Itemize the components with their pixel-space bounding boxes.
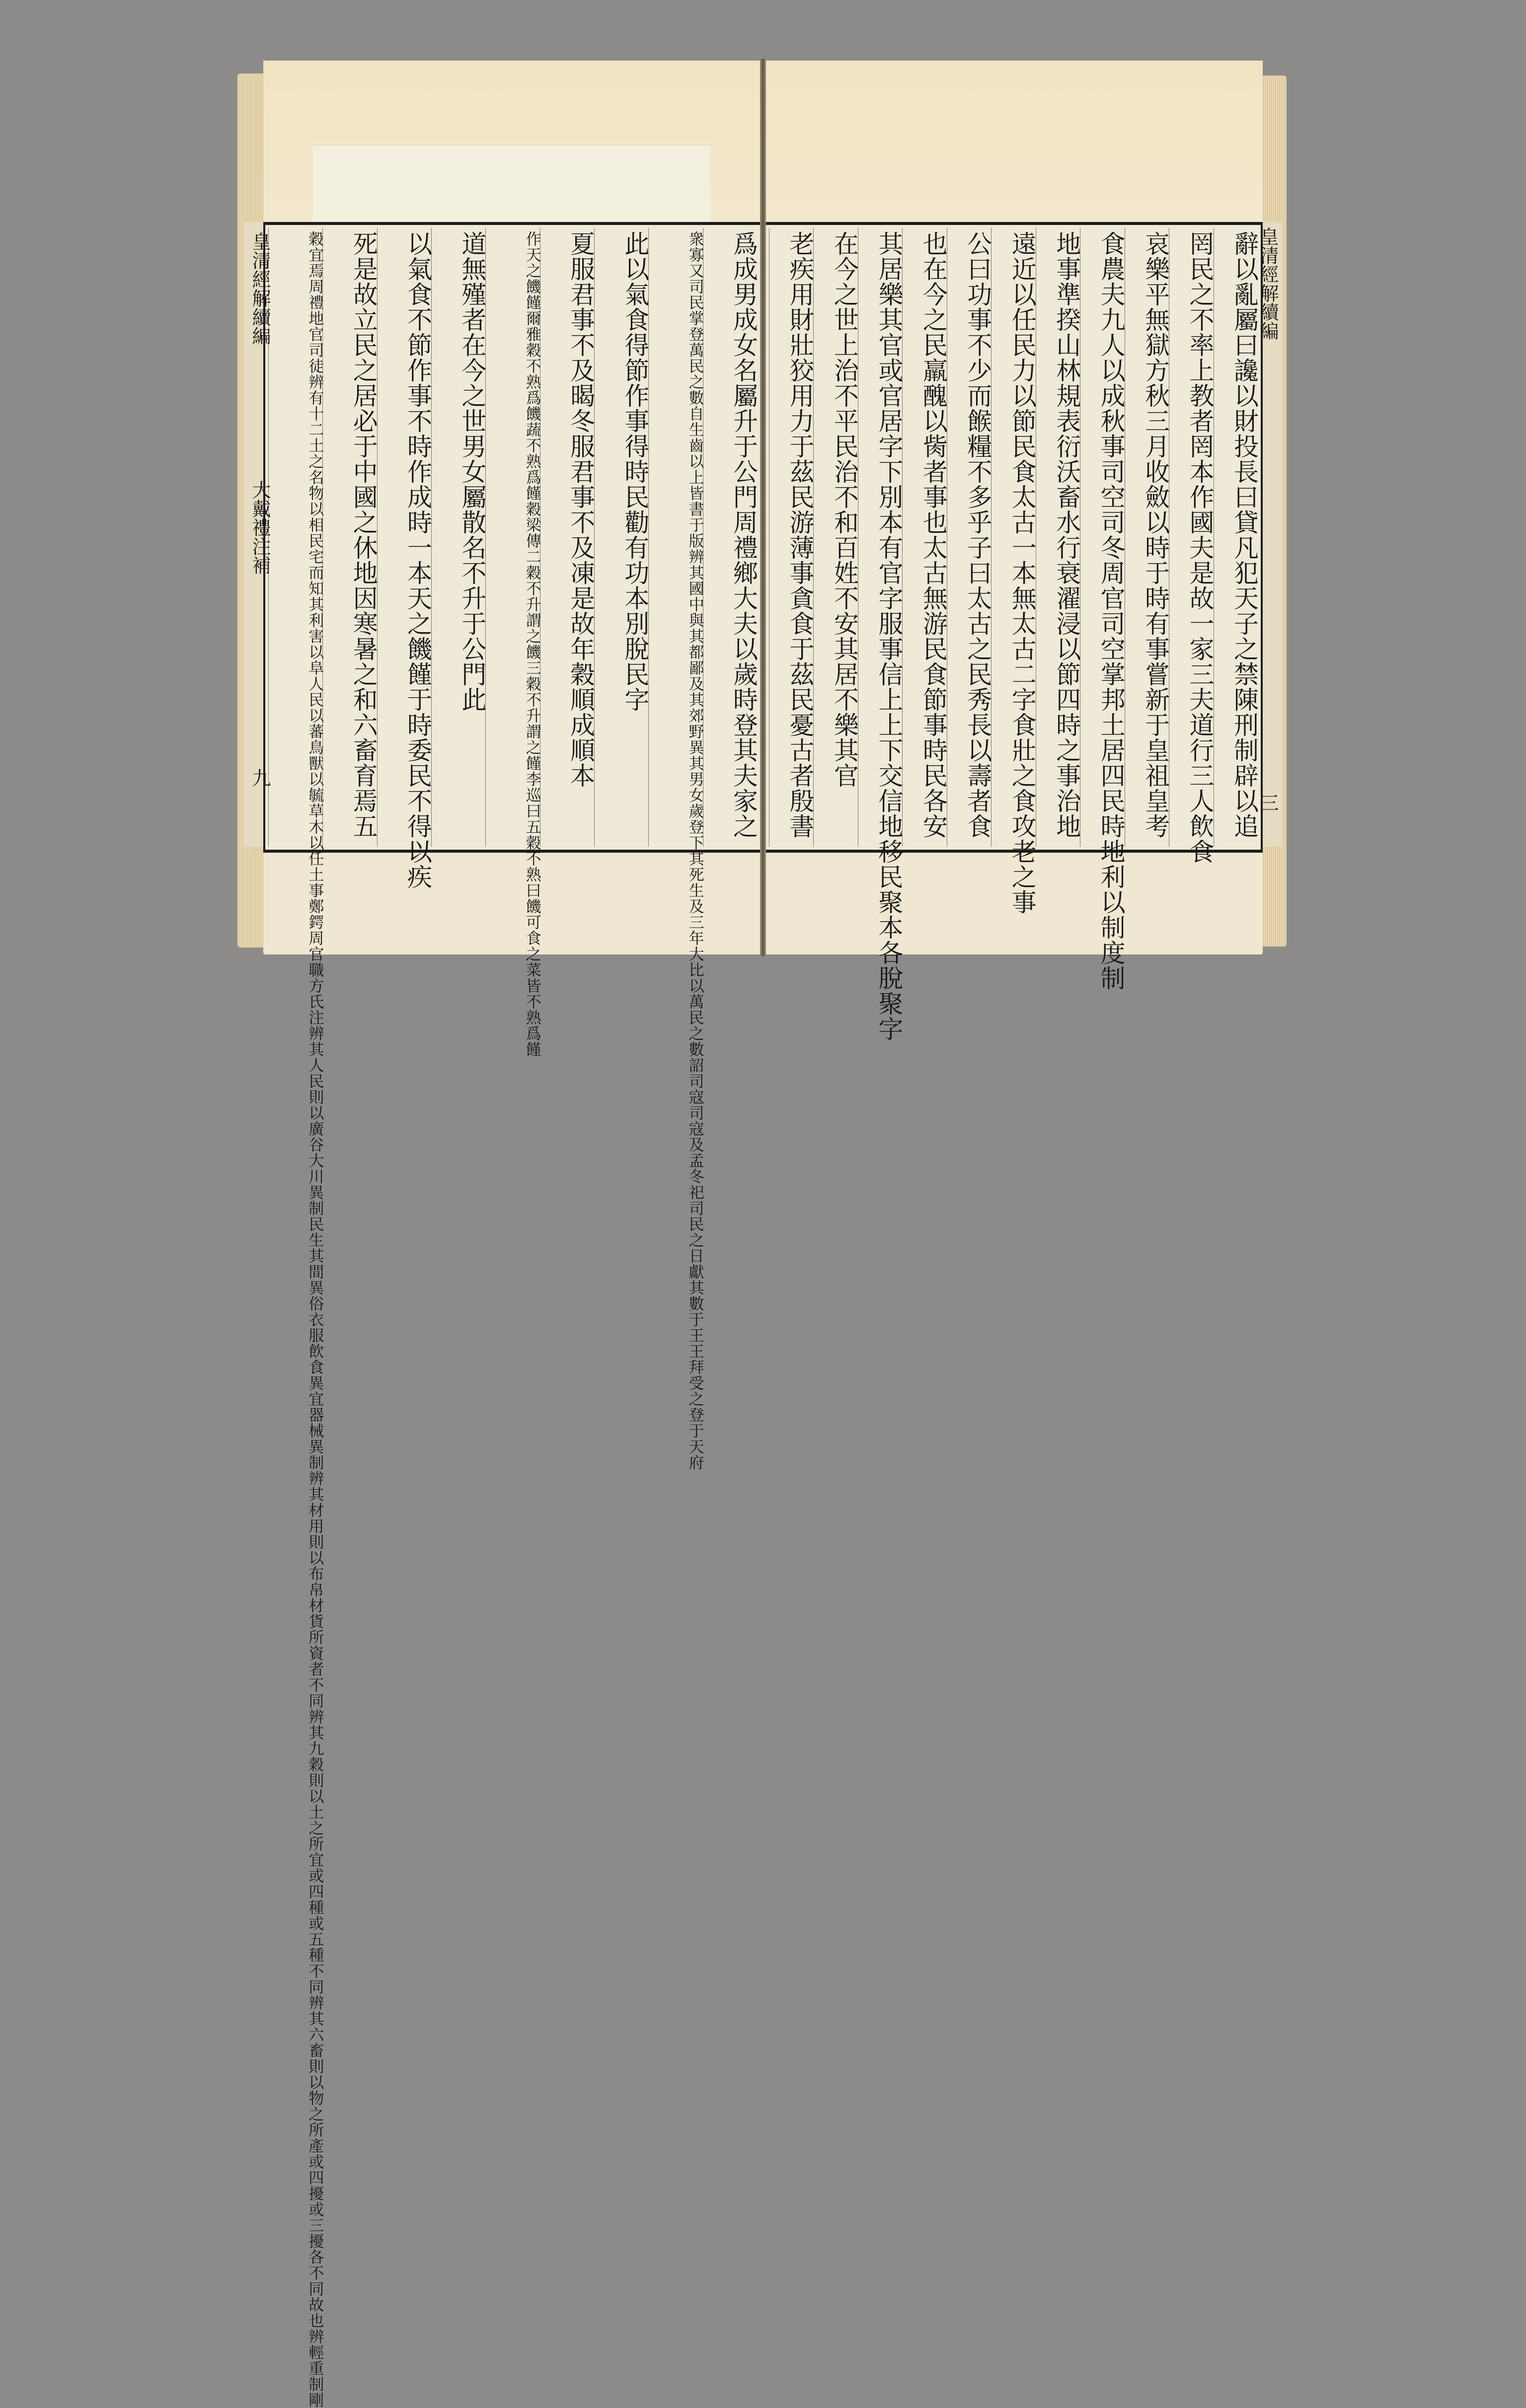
text-column: 以氣食不節作事不時作成時一本天之饑饉于時委民不得以疾 [377,228,431,847]
text-column: 在今之世上治不平民治不和百姓不安其居不樂其官 [813,228,857,847]
right-top-margin [766,61,1263,222]
text-column: 其居樂其官或官居字下別本有官字服事信上上下交信地移民聚本各脫聚字 [858,228,902,847]
text-column: 老疾用財壯狡用力于茲民游薄事貪食于茲民憂古者殷書 [769,228,813,847]
text-column-annotation: 衆寡又司民掌登萬民之數自生齒以上皆書于版辨其國中與其都鄙及其郊野異其男女歲登下其死生及三年大比以萬民之數詔司寇司寇及孟冬祀司民之日獻其數于王王拜受之登于天府 [648,228,702,847]
right-text-columns [769,228,1259,1041]
open-book [233,59,1292,2408]
text-column-annotation: 穀宜焉周禮地官司徒辨有十二土之名物以相民宅而知其利害以阜人民以蕃鳥獸以毓草木以任土事鄭鍔周官職方氏注辨其人民則以廣谷大川異制民生其間異俗衣服飲食異宜器械異制辨其材用則以布帛材貨所資者不同辨其九穀則以土之所宜或四種或五種不同辨其六畜則以物之所產或四擾或三擾各不同故也辨輕重制剛 [268,228,322,847]
book-gutter [760,59,766,956]
margin-book-title: 皇清經解續編 [1257,227,1279,340]
text-column: 道無殣者在今之世男女屬散名不升于公門此 [431,228,485,847]
left-top-margin [263,61,760,222]
left-page [249,61,760,2408]
right-text-block [766,222,1263,1041]
text-column: 公曰功事不少而餱糧不多乎子曰太古之民秀長以壽者食 [947,228,991,847]
margin-book-title: 皇清經解續編 [249,232,271,345]
margin-page-number: 九 [249,768,271,787]
text-column: 地事準揆山林規表衍沃畜水行衰濯浸以節四時之事治地 [1036,228,1080,847]
left-text-columns [268,228,758,2408]
right-center-margin [1257,222,1283,847]
text-column: 辭以亂屬曰讒以財投長曰貸凡犯天子之禁陳刑制辟以追 [1214,228,1258,847]
text-column: 食農夫九人以成秋事司空司冬周官司空掌邦土居四民時地利以制度制 [1080,228,1124,847]
text-column: 爲成男成女名屬升于公門周禮鄉大夫以歲時登其夫家之 [703,228,757,847]
text-column-annotation: 作天之饑饉爾雅穀不熟爲饑蔬不熟爲饉穀梁傳二穀不升謂之饑三穀不升謂之饉李巡曰五穀不熟曰饑可食之菜皆不熟爲饉 [485,228,539,847]
text-column: 死是故立民之居必于中國之休地因寒暑之和六畜育焉五 [322,228,377,847]
text-column: 遠近以任民力以節民食太古一本無太古二字食壯之食攻老之事 [991,228,1035,847]
text-column: 此以氣食得節作事得時民勸有功本別脫民字 [594,228,648,847]
left-text-block [263,222,760,2408]
text-column: 也在今之民羸醜以胔者事也太古無游民食節事時民各安 [902,228,946,847]
margin-chapter-title: 大戴禮注補 [249,480,271,575]
text-column: 夏服君事不及暍冬服君事不及凍是故年穀順成順本 [540,228,594,847]
inserted-paper-slip [313,145,710,235]
margin-page-number: 三 [1257,793,1279,812]
text-column: 哀樂平無獄方秋三月收斂以時于時有事嘗新于皇祖皇考 [1125,228,1169,847]
left-center-margin [243,222,271,847]
right-page [766,61,1279,1041]
text-column: 罔民之不率上教者罔本作國夫是故一家三夫道行三人飲食 [1169,228,1213,847]
